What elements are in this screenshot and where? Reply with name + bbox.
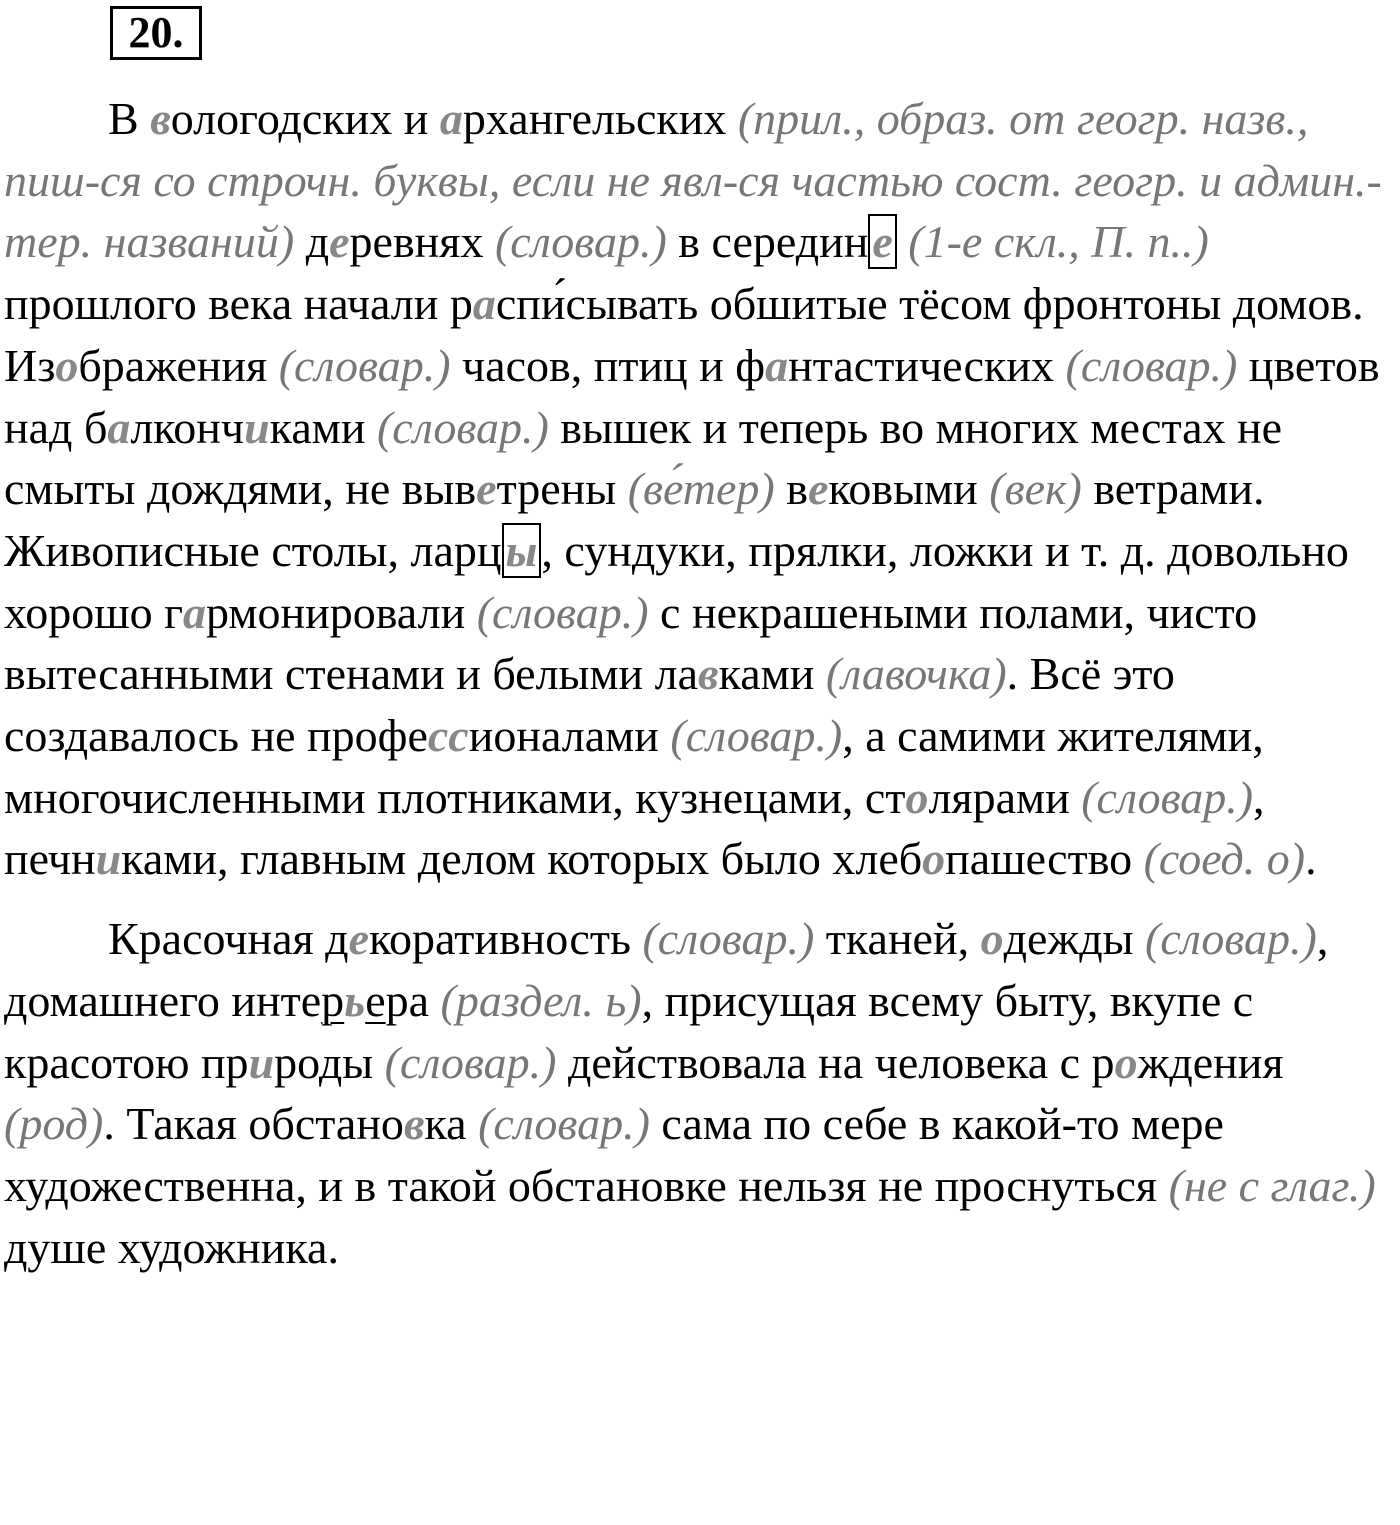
grammar-note: (словар.)	[376, 401, 549, 453]
text-run: бражения	[78, 339, 279, 391]
inserted-letter: и	[244, 401, 270, 453]
grammar-note: (словар.)	[494, 216, 667, 268]
text-run: часов, птиц и ф	[450, 339, 766, 391]
grammar-note: (ве́тер)	[627, 463, 775, 515]
text-run: ологодских и	[170, 93, 440, 144]
text-run: , печн	[4, 771, 1265, 885]
inserted-letter: о	[905, 771, 929, 823]
inserted-letter: е	[476, 463, 497, 515]
text-run: цветов над б	[4, 339, 1380, 453]
inserted-letter: а	[183, 586, 207, 638]
text-run: ветрами. Живописные столы, ларц	[4, 463, 1265, 576]
grammar-note: (словар.)	[476, 586, 649, 638]
text-run: лконч	[130, 401, 245, 453]
inserted-letter: о	[922, 833, 946, 885]
grammar-note: (раздел. ь)	[440, 974, 642, 1026]
text-run: ковыми	[828, 463, 990, 515]
text-run: спи́сывать обшитые тёсом фронтоны домов. Из	[4, 278, 1364, 391]
grammar-note: (словар.)	[1145, 913, 1317, 965]
text-run: . Такая обстано	[103, 1098, 404, 1150]
grammar-note: (словар.)	[1081, 771, 1254, 823]
text-run: ревнях	[349, 216, 495, 268]
text-run: ждения	[1137, 1036, 1284, 1088]
text-run: ками	[269, 401, 377, 453]
exercise-text	[4, 88, 1396, 1278]
inserted-letter: ь	[344, 974, 366, 1026]
inserted-letter: и	[248, 1036, 275, 1088]
grammar-note: (век)	[989, 463, 1082, 515]
grammar-note: (словар.)	[478, 1098, 650, 1150]
paragraph	[4, 88, 1396, 890]
grammar-note: (словар.)	[278, 339, 451, 391]
boxed-ending: ы	[502, 523, 542, 578]
grammar-note: (словар.)	[1065, 339, 1238, 391]
text-run: с некрашеными полами, чисто вытесанными стенами и белыми ла	[4, 586, 1258, 700]
inserted-letter: е	[329, 216, 350, 268]
text-run: . Всё это создавалось не профе	[4, 648, 1175, 762]
text-run: в середин	[666, 216, 869, 268]
grammar-note: (словар.)	[670, 710, 843, 762]
text-run: , присущая всему быту, вкупе с красотою пр	[4, 974, 1254, 1088]
inserted-letter: сс	[427, 710, 469, 762]
inserted-letter: в	[150, 93, 171, 144]
grammar-note: (не с глаг.)	[1168, 1159, 1376, 1211]
text-run: ра	[385, 974, 441, 1026]
text-run: ками	[718, 648, 826, 700]
text-run: в	[774, 463, 808, 515]
text-run: душе художника.	[4, 1221, 339, 1273]
text-run: рмонировали	[206, 586, 477, 638]
text-run: прошлого века начали р	[4, 278, 473, 330]
text-run: , домашнего инте	[4, 913, 1329, 1026]
text-run: рхангельских	[462, 93, 738, 144]
text-run: вышек и теперь во многих местах не смыты дождями, не выв	[4, 401, 1283, 515]
inserted-letter: а	[472, 278, 496, 330]
grammar-note: (1-е скл., П. п..)	[908, 216, 1209, 268]
underlined-letter: е	[365, 974, 386, 1026]
text-run: лярами	[928, 771, 1082, 823]
inserted-letter: в	[403, 1098, 425, 1150]
inserted-letter: в	[698, 648, 719, 700]
text-run: ионалами	[468, 710, 671, 762]
grammar-note: (словар.)	[642, 913, 815, 965]
text-run: нтастических	[788, 339, 1066, 391]
text-run: Красочная д	[108, 913, 349, 965]
inserted-letter: а	[765, 339, 789, 391]
text-run: сама по себе в какой-то мере художественна, и в такой обстановке нельзя не проснуться	[4, 1098, 1224, 1211]
text-run: , сундуки, прялки, ложки и т. д. довольно хорошо г	[4, 524, 1349, 638]
grammar-note: (прил., образ. от геогр. назв., пиш-ся со строчн. буквы, если не явл-ся частью сост. геогр. и админ.-тер. названий)	[4, 93, 1382, 268]
paragraph	[4, 908, 1396, 1278]
underlined-letter: р	[321, 974, 345, 1026]
inserted-letter: е	[348, 913, 369, 965]
text-run: действовала на человека с р	[556, 1036, 1115, 1088]
boxed-ending: е	[868, 214, 896, 269]
grammar-note: (соед. о)	[1143, 833, 1306, 885]
text-run	[897, 216, 909, 267]
text-run: тканей,	[814, 913, 981, 965]
inserted-letter: и	[95, 833, 122, 885]
text-run: д	[294, 216, 330, 268]
text-run: коративность	[368, 913, 643, 965]
exercise-number: 20.	[110, 6, 202, 60]
text-run: ка	[424, 1098, 479, 1150]
text-run: роды	[274, 1036, 385, 1088]
text-run: .	[1305, 833, 1317, 885]
grammar-note: (словар.)	[384, 1036, 557, 1088]
inserted-letter: е	[807, 463, 829, 515]
inserted-letter: о	[1114, 1036, 1138, 1088]
text-run: , а самими жителями, многочисленными плотниками, кузнецами, ст	[4, 710, 1264, 823]
text-run: трены	[496, 463, 628, 515]
text-run: пашество	[945, 833, 1144, 885]
inserted-letter: а	[439, 93, 463, 144]
inserted-letter: а	[107, 401, 131, 453]
text-run: дежды	[1003, 913, 1146, 965]
text-run: В	[108, 93, 151, 144]
grammar-note: (род)	[4, 1098, 104, 1150]
inserted-letter: о	[55, 339, 79, 391]
inserted-letter: о	[980, 913, 1004, 965]
grammar-note: (лавочка)	[825, 648, 1007, 700]
text-run: ками, главным делом которых было хлеб	[121, 833, 923, 885]
